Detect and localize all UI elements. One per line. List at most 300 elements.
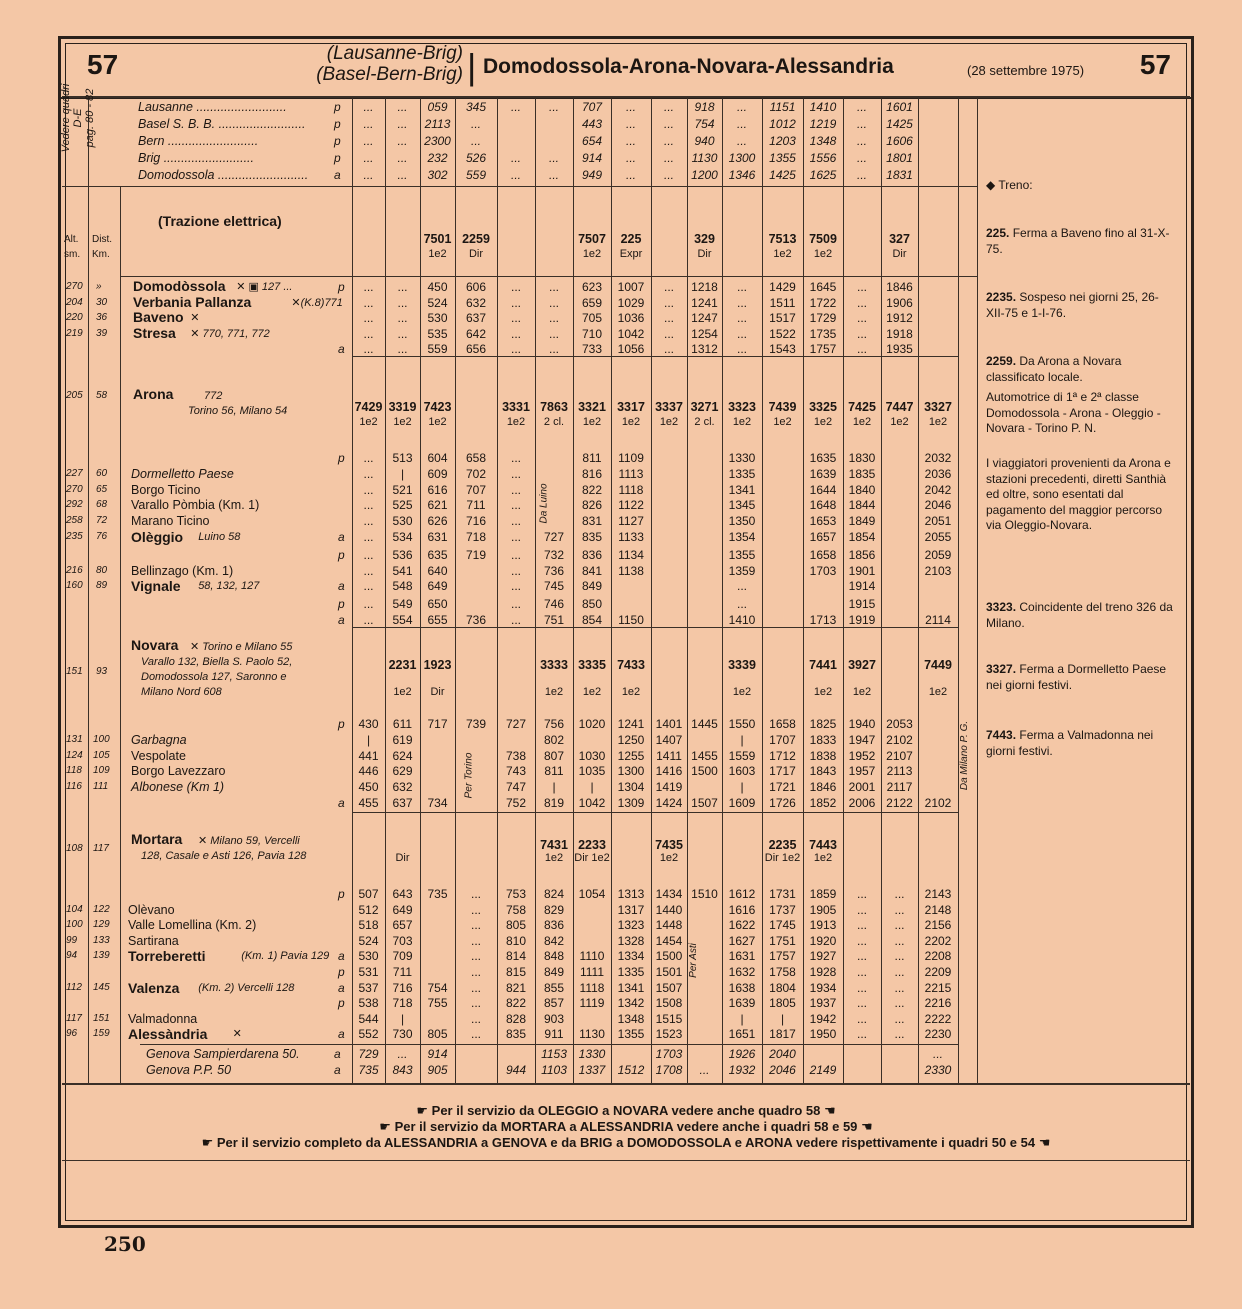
feeder-time: ... xyxy=(856,151,867,165)
departure-time: ... xyxy=(894,996,905,1011)
departure-time: 538 xyxy=(358,996,379,1011)
b3-train-class: 1e2 xyxy=(582,686,602,698)
feeder-station: Domodossola .......................... xyxy=(138,168,309,182)
dist-station-rule xyxy=(120,186,121,1083)
route-vertical-label: Da Milano P. G. xyxy=(959,720,971,791)
feeder-time: ... xyxy=(363,100,374,114)
departure-time: 1849 xyxy=(848,514,876,529)
station-name: Mortara xyxy=(131,831,183,847)
departure-time: 624 xyxy=(392,748,413,763)
departure-time: ... xyxy=(856,1011,867,1026)
station-name: Alessàndria xyxy=(128,1026,208,1043)
distance: 145 xyxy=(93,981,110,993)
departure-time: 524 xyxy=(427,295,448,310)
departure-time: 854 xyxy=(581,613,603,627)
b1-train-number: 327 xyxy=(889,232,910,246)
departure-time: 650 xyxy=(427,597,448,612)
altitude: 292 xyxy=(66,499,83,511)
departure-time: 1355 xyxy=(617,1027,645,1042)
b3-train-number: 3339 xyxy=(728,658,756,672)
departure-time: 2051 xyxy=(924,514,952,529)
departure-time: ... xyxy=(510,451,521,465)
feeder-time: ... xyxy=(625,134,636,148)
departure-time: ... xyxy=(363,597,374,612)
footer-line: ☛ Per il servizio completo da ALESSANDRIA a GENOVA e da BRIG a DOMODOSSOLA e ARONA vedere rispettivamente i quadri 50 e 54 ☚ xyxy=(201,1135,1051,1150)
departure-time: 828 xyxy=(505,1011,527,1026)
distance: 65 xyxy=(96,483,108,495)
departure-time: 1854 xyxy=(848,530,876,544)
departure-time: 703 xyxy=(392,933,413,948)
departure-time: ... xyxy=(510,280,521,294)
altitude: 124 xyxy=(66,749,83,761)
feeder-rule xyxy=(62,186,978,187)
departure-time: 1726 xyxy=(769,796,796,810)
departure-time: ... xyxy=(510,613,521,627)
departure-time: 507 xyxy=(358,887,379,901)
station-extra: ✕ ▣ 127 ... xyxy=(236,281,293,293)
departure-time: 802 xyxy=(543,732,565,747)
departure-time: 1511 xyxy=(769,295,796,310)
departure-time: 850 xyxy=(581,597,603,612)
altitude: 112 xyxy=(66,981,82,993)
departure-time: 1501 xyxy=(655,965,683,979)
departure-time: 1350 xyxy=(728,514,756,529)
departure-time: | xyxy=(590,780,594,795)
feeder-mark: a xyxy=(334,168,341,182)
note-item xyxy=(986,600,1176,631)
departure-time: 738 xyxy=(505,748,527,763)
departure-time: ... xyxy=(363,466,374,481)
altitude: 131 xyxy=(66,733,83,745)
departure-time: 911 xyxy=(544,1027,564,1042)
genova-time: 1932 xyxy=(728,1062,756,1077)
b3-train-class: 1e2 xyxy=(852,686,872,698)
departure-time: 2102 xyxy=(924,796,952,810)
feeder-time: ... xyxy=(363,117,374,131)
departure-time: 1341 xyxy=(728,482,756,497)
departure-time: 1424 xyxy=(655,796,683,810)
feeder-time: 345 xyxy=(465,100,487,114)
feeder-time: 559 xyxy=(465,168,487,182)
departure-time: 1133 xyxy=(618,530,644,544)
b2-train-class: 1e2 xyxy=(506,416,526,428)
departure-time: 2107 xyxy=(886,748,913,763)
dist-header: Dist. Km. xyxy=(92,234,112,260)
departure-time: 525 xyxy=(392,498,413,513)
arr-dep-mark: a xyxy=(338,1027,345,1042)
departure-time: 1928 xyxy=(809,965,837,979)
departure-time: 734 xyxy=(427,796,448,810)
departure-time: 716 xyxy=(465,514,487,529)
b4-train-number: 7443 xyxy=(809,838,837,852)
departure-time: 1150 xyxy=(618,613,644,627)
departure-time: | xyxy=(740,780,744,795)
b2-train-class: 1e2 xyxy=(393,416,412,428)
distance: 111 xyxy=(93,781,109,793)
departure-time: ... xyxy=(856,902,867,917)
b3-train-class: 1e2 xyxy=(621,686,641,698)
page-number: 250 xyxy=(104,1232,146,1256)
departure-time: 1644 xyxy=(809,482,837,497)
departure-time: ... xyxy=(894,949,905,964)
departure-time: 736 xyxy=(543,563,565,578)
departure-time: ... xyxy=(470,980,481,995)
arr-dep-mark: p xyxy=(338,717,345,731)
station-extra: 58, 132, 127 xyxy=(198,580,260,593)
arr-dep-mark: a xyxy=(338,796,345,810)
distance: » xyxy=(96,281,102,292)
departure-time: 2042 xyxy=(924,482,952,497)
feeder-time: 232 xyxy=(427,151,448,165)
departure-time: 1603 xyxy=(728,764,756,779)
departure-time: 1913 xyxy=(809,918,837,933)
note-text: Sospeso nei giorni 25, 26-XII-75 e 1-I-76. xyxy=(986,290,1159,320)
genova-time: 1926 xyxy=(728,1047,756,1061)
departure-time: ... xyxy=(856,1027,867,1042)
departure-time: ... xyxy=(894,933,905,948)
station-extra: 772 xyxy=(204,390,223,402)
feeder-time: ... xyxy=(363,151,374,165)
departure-time: 716 xyxy=(392,980,413,995)
altitude: 94 xyxy=(66,950,78,962)
departure-time: 1830 xyxy=(848,451,876,465)
note-train-number: 7443. xyxy=(986,728,1020,742)
feeder-time: ... xyxy=(397,168,408,182)
departure-time: 1241 xyxy=(617,717,645,731)
departure-time: 1241 xyxy=(691,295,718,310)
departure-time: ... xyxy=(856,918,867,933)
departure-time: 849 xyxy=(581,579,603,594)
departure-time: 1844 xyxy=(848,498,876,513)
distance: 68 xyxy=(96,499,108,511)
departure-time: 1942 xyxy=(809,1011,837,1026)
b2-train-number: 3323 xyxy=(728,400,756,414)
departure-time: 835 xyxy=(581,530,603,544)
departure-time: 1856 xyxy=(848,547,876,562)
departure-time: ... xyxy=(470,965,481,979)
feeder-time: 918 xyxy=(694,100,715,114)
departure-time: 1622 xyxy=(728,918,756,933)
departure-time: 629 xyxy=(392,764,413,779)
departure-time: ... xyxy=(510,597,521,612)
b3-train-class: 1e2 xyxy=(393,686,412,698)
departure-time: ... xyxy=(663,311,674,326)
distance: 89 xyxy=(96,580,108,592)
feeder-mark: p xyxy=(334,151,341,165)
arr-dep-mark: a xyxy=(334,1062,341,1077)
departure-time: 1905 xyxy=(809,902,837,917)
distance: 151 xyxy=(93,1012,110,1024)
departure-time: 836 xyxy=(543,918,565,933)
station-name: Valmadonna xyxy=(128,1011,198,1026)
feeder-time: ... xyxy=(548,168,559,182)
b3-train-number: 7441 xyxy=(809,658,837,672)
note-item xyxy=(986,662,1176,693)
departure-time: 450 xyxy=(427,280,448,294)
distance: 139 xyxy=(93,950,110,962)
departure-time: 849 xyxy=(543,965,565,979)
departure-time: ... xyxy=(363,280,374,294)
departure-time: 658 xyxy=(465,451,487,465)
departure-time: ... xyxy=(363,311,374,326)
departure-time: 632 xyxy=(392,780,413,795)
b3-train-class: 1e2 xyxy=(813,686,833,698)
b3-train-number: 7433 xyxy=(617,658,645,672)
b3-train-number: 3927 xyxy=(848,658,876,672)
departure-time: ... xyxy=(856,996,867,1011)
station-name: Dormelletto Paese xyxy=(131,466,234,481)
departure-time: 746 xyxy=(543,597,565,612)
departure-time: 1906 xyxy=(886,295,913,310)
departure-time: 604 xyxy=(427,451,448,465)
departure-time: 1341 xyxy=(617,980,645,995)
b2-train-number: 7439 xyxy=(768,400,797,414)
departure-time: ... xyxy=(397,295,408,310)
feeder-time: 1425 xyxy=(769,168,796,182)
block-rule xyxy=(352,627,958,628)
departure-time: 707 xyxy=(465,482,487,497)
departure-time: 2230 xyxy=(924,1027,952,1042)
departure-time: 640 xyxy=(427,563,448,578)
genova-time: 1512 xyxy=(617,1062,645,1077)
station-connections: Torino 56, Milano 54 xyxy=(188,405,288,417)
altitude: 104 xyxy=(66,903,83,915)
departure-time: 619 xyxy=(392,732,413,747)
departure-time: 1411 xyxy=(656,748,682,763)
feeder-time: 1410 xyxy=(809,100,837,114)
departure-time: ... xyxy=(510,466,521,481)
departure-time: 1317 xyxy=(617,902,645,917)
departure-time: 530 xyxy=(358,949,379,964)
b4-train-class: 1e2 xyxy=(544,852,564,864)
feeder-time: ... xyxy=(856,117,867,131)
departure-time: ... xyxy=(510,579,521,594)
feeder-station: Basel S. B. B. ......................... xyxy=(138,117,306,131)
feeder-time: 949 xyxy=(581,168,603,182)
departure-time: 718 xyxy=(465,530,487,544)
distance: 129 xyxy=(93,919,110,931)
feeder-time: 754 xyxy=(694,117,715,131)
feeder-time: 1601 xyxy=(886,100,913,114)
departure-time: 1130 xyxy=(579,1027,605,1042)
altitude: 235 xyxy=(66,531,83,542)
departure-time: 2006 xyxy=(848,796,876,810)
feeder-time: 1203 xyxy=(769,134,796,148)
arr-dep-mark: a xyxy=(338,980,345,995)
departure-time: ... xyxy=(894,1011,905,1026)
departure-time: ... xyxy=(470,996,481,1011)
departure-time: 524 xyxy=(358,933,379,948)
departure-time: 2202 xyxy=(924,933,952,948)
departure-time: 1657 xyxy=(809,530,837,544)
departure-time: ... xyxy=(894,965,905,979)
alt-dist-rule xyxy=(88,98,89,1083)
departure-time: 1651 xyxy=(728,1027,756,1042)
departure-time: 1559 xyxy=(728,748,756,763)
departure-time: 621 xyxy=(427,498,448,513)
distance: 159 xyxy=(93,1028,110,1040)
block-rule xyxy=(120,276,978,277)
arr-dep-mark: p xyxy=(338,996,345,1011)
block-rule xyxy=(352,812,958,813)
departure-time: 1036 xyxy=(617,311,645,326)
departure-time: 1334 xyxy=(617,949,645,964)
departure-time: 1508 xyxy=(655,996,683,1011)
b4-train-number: 2233 xyxy=(578,838,606,852)
b2-train-number: 7423 xyxy=(423,400,452,414)
station-connections: Domodossola 127, Saronno e xyxy=(141,671,287,683)
feeder-mark: p xyxy=(334,134,341,148)
departure-time: 1638 xyxy=(728,980,756,995)
altitude: 108 xyxy=(66,843,83,854)
station-name: Bellinzago (Km. 1) xyxy=(131,563,234,578)
departure-time: 1119 xyxy=(579,996,605,1011)
departure-time: ... xyxy=(470,1027,481,1042)
departure-time: 733 xyxy=(581,342,603,357)
departure-time: 805 xyxy=(427,1027,448,1042)
departure-time: 631 xyxy=(427,530,448,544)
departure-time: 2122 xyxy=(886,796,913,810)
departure-time: 841 xyxy=(581,563,603,578)
b1-train-class: 1e2 xyxy=(773,248,792,260)
block-rule xyxy=(352,356,958,357)
departure-time: 1054 xyxy=(578,887,606,901)
altitude: 116 xyxy=(66,781,82,793)
b2-train-class: 1e2 xyxy=(582,416,602,428)
departure-time: 1111 xyxy=(579,965,605,979)
feeder-time: 302 xyxy=(427,168,448,182)
departure-time: 727 xyxy=(543,530,565,544)
footer-line: ☛ Per il servizio da MORTARA a ALESSANDRIA vedere anche i quadri 58 e 59 ☚ xyxy=(379,1119,873,1134)
departure-time: 1138 xyxy=(618,563,644,578)
departure-time: ... xyxy=(363,530,374,544)
departure-time: 1507 xyxy=(655,980,683,995)
departure-time: 1134 xyxy=(618,547,644,562)
station-connections: ✕ Torino e Milano 55 xyxy=(190,641,293,653)
table-number-right: 57 xyxy=(1139,49,1171,80)
departure-time: 824 xyxy=(543,887,565,901)
note-text: Ferma a Baveno fino al 31-X-75. xyxy=(986,226,1170,256)
departure-time: 530 xyxy=(392,514,413,529)
b3-train-class: 1e2 xyxy=(544,686,564,698)
departure-time: ... xyxy=(470,902,481,917)
departure-time: ... xyxy=(510,311,521,326)
note-item xyxy=(986,390,1176,437)
departure-time: ... xyxy=(470,918,481,933)
departure-time: ... xyxy=(363,514,374,529)
departure-time: 821 xyxy=(505,980,527,995)
feeder-time: ... xyxy=(663,100,674,114)
departure-time: 1416 xyxy=(655,764,683,779)
departure-time: 743 xyxy=(505,764,527,779)
departure-time: 1250 xyxy=(617,732,645,747)
feeder-time: 1801 xyxy=(886,151,913,165)
departure-time: ... xyxy=(856,342,867,357)
feeder-time: ... xyxy=(397,151,408,165)
departure-time: 709 xyxy=(392,949,413,964)
feeder-time: ... xyxy=(363,168,374,182)
b4-train-class: Dir xyxy=(395,852,410,864)
station-name: Olèvano xyxy=(128,902,175,917)
departure-time: 1940 xyxy=(848,717,876,731)
departure-time: ... xyxy=(736,579,747,594)
feeder-time: ... xyxy=(663,168,674,182)
departure-time: 810 xyxy=(505,933,527,948)
b1-train-number: 7513 xyxy=(768,232,797,246)
b2-train-class: 2 cl. xyxy=(694,416,715,428)
departure-time: 1713 xyxy=(809,613,837,627)
departure-time: 1846 xyxy=(809,780,837,795)
note-item xyxy=(986,226,1176,257)
station-name: Marano Ticino xyxy=(131,514,210,529)
feeder-time: ... xyxy=(363,134,374,148)
departure-time: 736 xyxy=(465,613,487,627)
note-text: Ferma a Dormelletto Paese nei giorni festivi. xyxy=(986,662,1167,692)
departure-time: 1042 xyxy=(578,796,606,810)
distance: 36 xyxy=(96,312,108,324)
section-title: (Trazione elettrica) xyxy=(158,213,282,229)
departure-time: 805 xyxy=(505,918,527,933)
footer-line: ☛ Per il servizio da OLEGGIO a NOVARA vedere anche quadro 58 ☚ xyxy=(416,1103,836,1118)
arr-dep-mark: p xyxy=(338,965,345,979)
departure-time: 1737 xyxy=(769,902,796,917)
feeder-time: 1012 xyxy=(769,117,796,131)
altitude: 99 xyxy=(66,934,78,946)
b1-train-class: 1e2 xyxy=(813,248,833,260)
departure-time: 536 xyxy=(392,547,413,562)
departure-time: ... xyxy=(736,311,747,326)
departure-time: ... xyxy=(470,1011,481,1026)
feeder-time: ... xyxy=(625,151,636,165)
b2-train-class: 1e2 xyxy=(621,416,641,428)
distance: 39 xyxy=(96,327,108,339)
departure-time: 1328 xyxy=(617,933,645,948)
feeder-time: ... xyxy=(548,100,559,114)
b3-train-number: 7449 xyxy=(924,658,952,672)
departure-time: | xyxy=(400,466,405,481)
genova-time: ... xyxy=(397,1047,408,1061)
departure-time: 1454 xyxy=(655,933,683,948)
departure-time: 747 xyxy=(505,780,527,795)
alt-header: Alt. sm. xyxy=(64,234,81,260)
distance: 72 xyxy=(96,515,108,527)
departure-time: ... xyxy=(856,311,867,326)
departure-time: 702 xyxy=(465,466,487,481)
departure-time: 1335 xyxy=(617,965,645,979)
departure-time: 1309 xyxy=(617,796,645,810)
departure-time: 1950 xyxy=(809,1027,837,1042)
note-train-number: 225. xyxy=(986,226,1013,240)
altitude: 117 xyxy=(66,1012,82,1024)
departure-time: 735 xyxy=(427,887,448,901)
b2-train-number: 3337 xyxy=(655,400,683,414)
departure-time: 710 xyxy=(581,326,603,341)
route-vertical-label: Da Luino xyxy=(538,483,550,524)
b2-train-number: 7425 xyxy=(848,400,876,414)
departure-time: 1804 xyxy=(769,980,796,995)
station-extra: ✕ xyxy=(190,312,200,325)
departure-time: ... xyxy=(856,949,867,964)
departure-time: 2046 xyxy=(924,498,952,513)
departure-time: ... xyxy=(397,342,408,357)
station-name: Varallo Pòmbia (Km. 1) xyxy=(131,498,260,513)
station-name: Vignale xyxy=(131,578,181,595)
b4-train-class: Dir 1e2 xyxy=(764,852,801,864)
table-number-left: 57 xyxy=(87,49,119,80)
feeder-time: ... xyxy=(397,100,408,114)
b1-train-class: Dir xyxy=(892,248,907,260)
note-text: Ferma a Valmadonna nei giorni festivi. xyxy=(986,728,1154,758)
